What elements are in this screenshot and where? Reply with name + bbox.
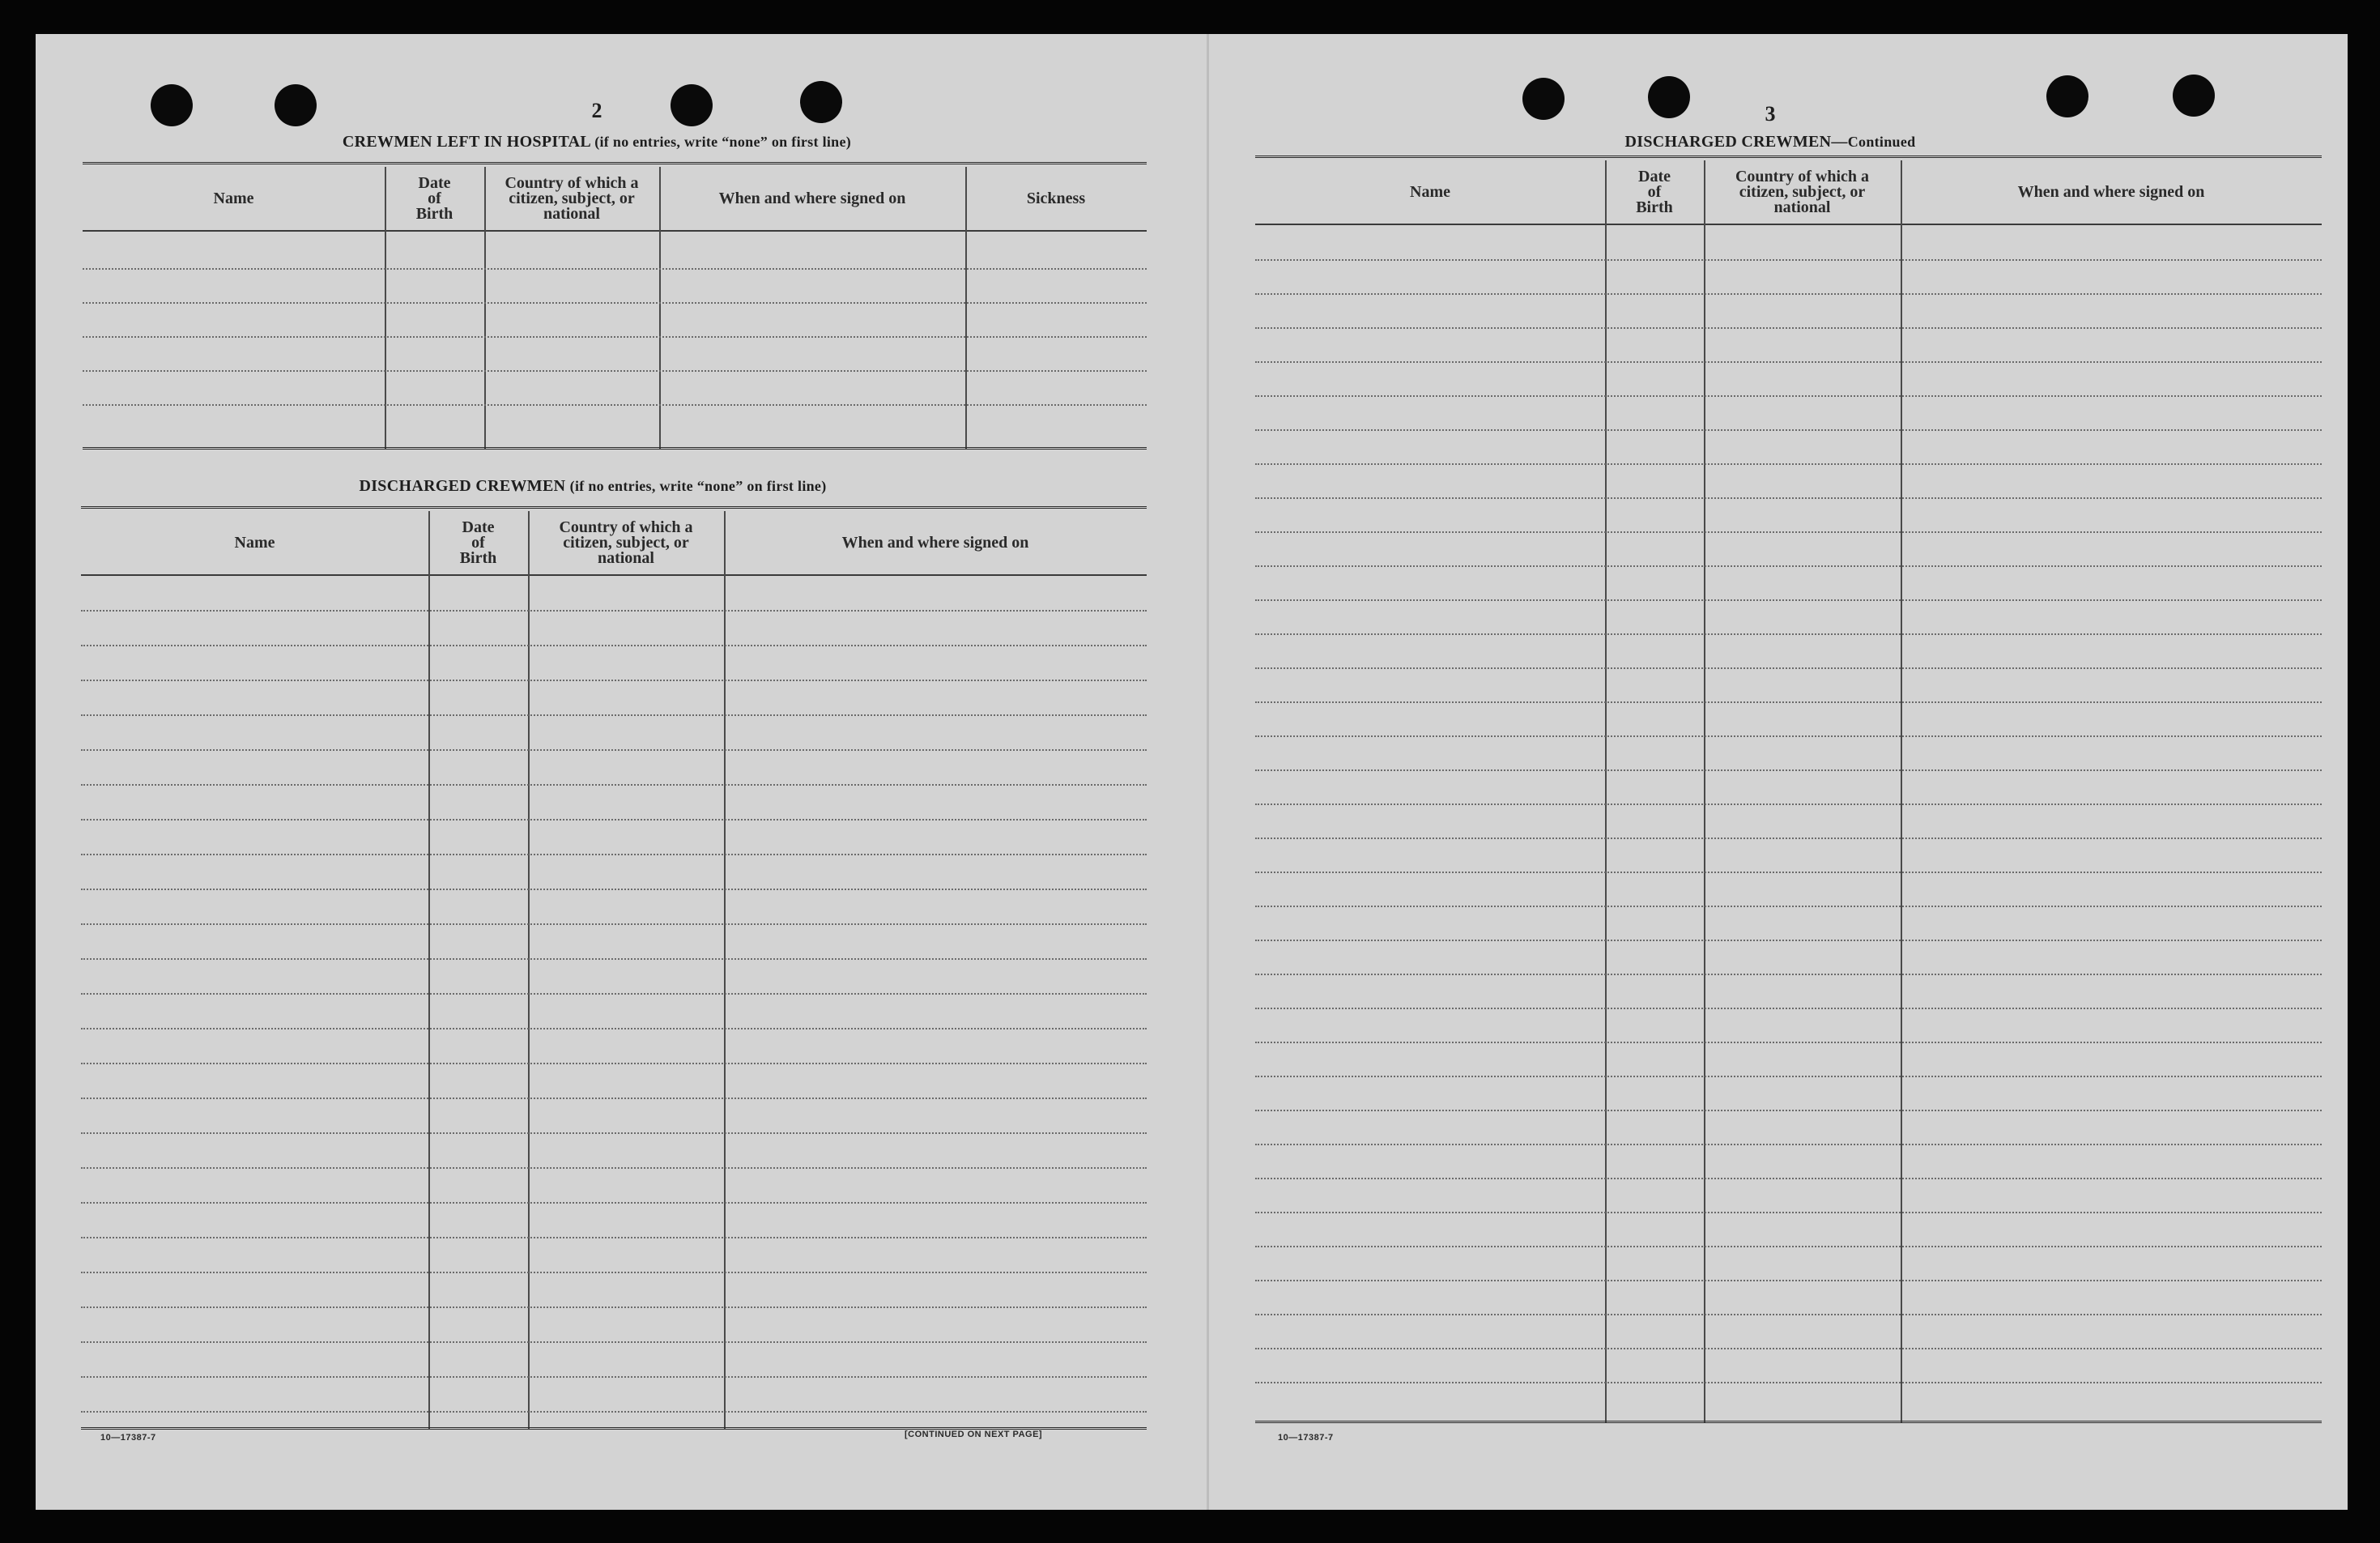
table-row: [81, 958, 1147, 960]
column-divider: [528, 511, 530, 1430]
table-row: [83, 302, 1147, 304]
form-number-right: 10—17387-7: [1278, 1433, 1334, 1443]
table-row: [81, 1376, 1147, 1378]
table-row: [1255, 259, 2322, 261]
column-divider: [1901, 160, 1902, 1423]
discharged-col-country: Country of which a citizen, subject, or national: [559, 518, 693, 567]
table-row: [81, 714, 1147, 716]
table-row: [1255, 838, 2322, 839]
table-row: [1255, 327, 2322, 329]
hospital-col-signed-on: When and where signed on: [718, 189, 906, 207]
table-row: [81, 1167, 1147, 1169]
table-row: [81, 1411, 1147, 1413]
table-row: [1255, 701, 2322, 703]
table-row: [1255, 1110, 2322, 1111]
punch-hole-icon: [671, 84, 713, 126]
page-number-right: 3: [1765, 102, 1776, 126]
table-row: [81, 1098, 1147, 1099]
hospital-col-sickness: Sickness: [1026, 189, 1086, 207]
table-row: [81, 1341, 1147, 1343]
table-row: [81, 923, 1147, 925]
continued-note: [CONTINUED ON NEXT PAGE]: [905, 1430, 1043, 1439]
column-divider: [385, 167, 386, 450]
table-row: [1255, 1246, 2322, 1247]
table-row: [81, 749, 1147, 751]
table-row: [1255, 497, 2322, 499]
discharged-continued-title: [1625, 133, 1916, 151]
table-row: [1255, 531, 2322, 533]
discharged-continued-table: [1255, 156, 2322, 1423]
table-row: [83, 404, 1147, 406]
table-row: [1255, 633, 2322, 635]
table-row: [1255, 463, 2322, 465]
table-row: [81, 1028, 1147, 1029]
discharged-col-dob: Date of Birth: [459, 518, 497, 567]
continued-col-signed-on: When and where signed on: [2017, 182, 2205, 201]
table-row: [81, 1237, 1147, 1238]
punch-hole-icon: [800, 81, 842, 123]
discharged-table-header: [81, 511, 1147, 576]
table-row: [81, 680, 1147, 681]
column-divider: [1704, 160, 1705, 1423]
table-row: [81, 784, 1147, 786]
hospital-table-header: [83, 167, 1147, 232]
hospital-table: [83, 162, 1147, 450]
table-bottom-rule: [1255, 1421, 2322, 1423]
table-row: [1255, 565, 2322, 567]
table-row: [1255, 1178, 2322, 1179]
column-divider: [724, 511, 726, 1430]
discharged-continued-header: [1255, 160, 2322, 225]
hospital-title-text: CREWMEN LEFT IN HOSPITAL: [342, 133, 590, 151]
discharged-continued-title-text: DISCHARGED CREWMEN—: [1624, 133, 1848, 151]
table-row: [1255, 599, 2322, 601]
table-row: [1255, 1348, 2322, 1349]
page-fold: [1207, 34, 1209, 1510]
discharged-title-text: DISCHARGED CREWMEN: [359, 477, 566, 495]
table-row: [1255, 1008, 2322, 1009]
table-row: [1255, 974, 2322, 975]
form-paper: [36, 34, 2348, 1510]
table-row: [81, 1272, 1147, 1273]
discharged-section-title: [359, 477, 826, 496]
form-number-left: 10—17387-7: [100, 1433, 156, 1443]
punch-hole-icon: [1648, 76, 1690, 118]
hospital-section-title: [343, 133, 851, 151]
hospital-title-note: (if no entries, write “none” on first line): [594, 134, 852, 150]
column-divider: [428, 511, 430, 1430]
table-row: [1255, 395, 2322, 397]
table-row: [1255, 1076, 2322, 1077]
table-row: [1255, 1042, 2322, 1043]
punch-hole-icon: [2046, 75, 2088, 117]
punch-hole-icon: [275, 84, 317, 126]
table-row: [1255, 1382, 2322, 1383]
column-divider: [965, 167, 967, 450]
continued-col-name: Name: [1410, 182, 1450, 201]
table-row: [83, 370, 1147, 372]
column-divider: [484, 167, 486, 450]
table-row: [83, 336, 1147, 338]
table-row: [1255, 1280, 2322, 1281]
table-row: [1255, 906, 2322, 907]
table-row: [1255, 735, 2322, 737]
punch-hole-icon: [1522, 78, 1565, 120]
table-row: [81, 854, 1147, 855]
page-number-left: 2: [591, 99, 602, 122]
discharged-title-note: (if no entries, write “none” on first line): [569, 478, 827, 494]
table-row: [81, 889, 1147, 890]
table-row: [81, 610, 1147, 612]
table-row: [81, 1306, 1147, 1308]
table-row: [81, 993, 1147, 995]
table-row: [1255, 769, 2322, 771]
table-row: [1255, 940, 2322, 941]
table-row: [1255, 803, 2322, 805]
table-row: [1255, 1314, 2322, 1315]
table-row: [1255, 667, 2322, 669]
continued-col-dob: Date of Birth: [1636, 167, 1673, 216]
table-row: [1255, 1144, 2322, 1145]
table-row: [83, 268, 1147, 270]
table-row: [81, 1132, 1147, 1134]
continued-col-country: Country of which a citizen, subject, or national: [1735, 167, 1869, 216]
table-row: [1255, 872, 2322, 873]
punch-hole-icon: [2173, 75, 2215, 117]
table-row: [81, 1063, 1147, 1064]
discharged-col-name: Name: [234, 533, 275, 552]
column-divider: [659, 167, 661, 450]
table-row: [1255, 361, 2322, 363]
table-row: [81, 1202, 1147, 1204]
table-row: [81, 645, 1147, 646]
discharged-continued-suffix: Continued: [1847, 134, 1916, 150]
punch-hole-icon: [151, 84, 193, 126]
table-bottom-rule: [83, 447, 1147, 450]
table-row: [1255, 429, 2322, 431]
table-row: [1255, 1212, 2322, 1213]
table-row: [1255, 293, 2322, 295]
hospital-col-country: Country of which a citizen, subject, or national: [505, 173, 639, 223]
table-row: [81, 819, 1147, 821]
hospital-col-dob: Date of Birth: [415, 173, 453, 223]
discharged-table: [81, 506, 1147, 1430]
hospital-col-name: Name: [213, 189, 254, 207]
discharged-col-signed-on: When and where signed on: [841, 533, 1029, 552]
column-divider: [1605, 160, 1607, 1423]
